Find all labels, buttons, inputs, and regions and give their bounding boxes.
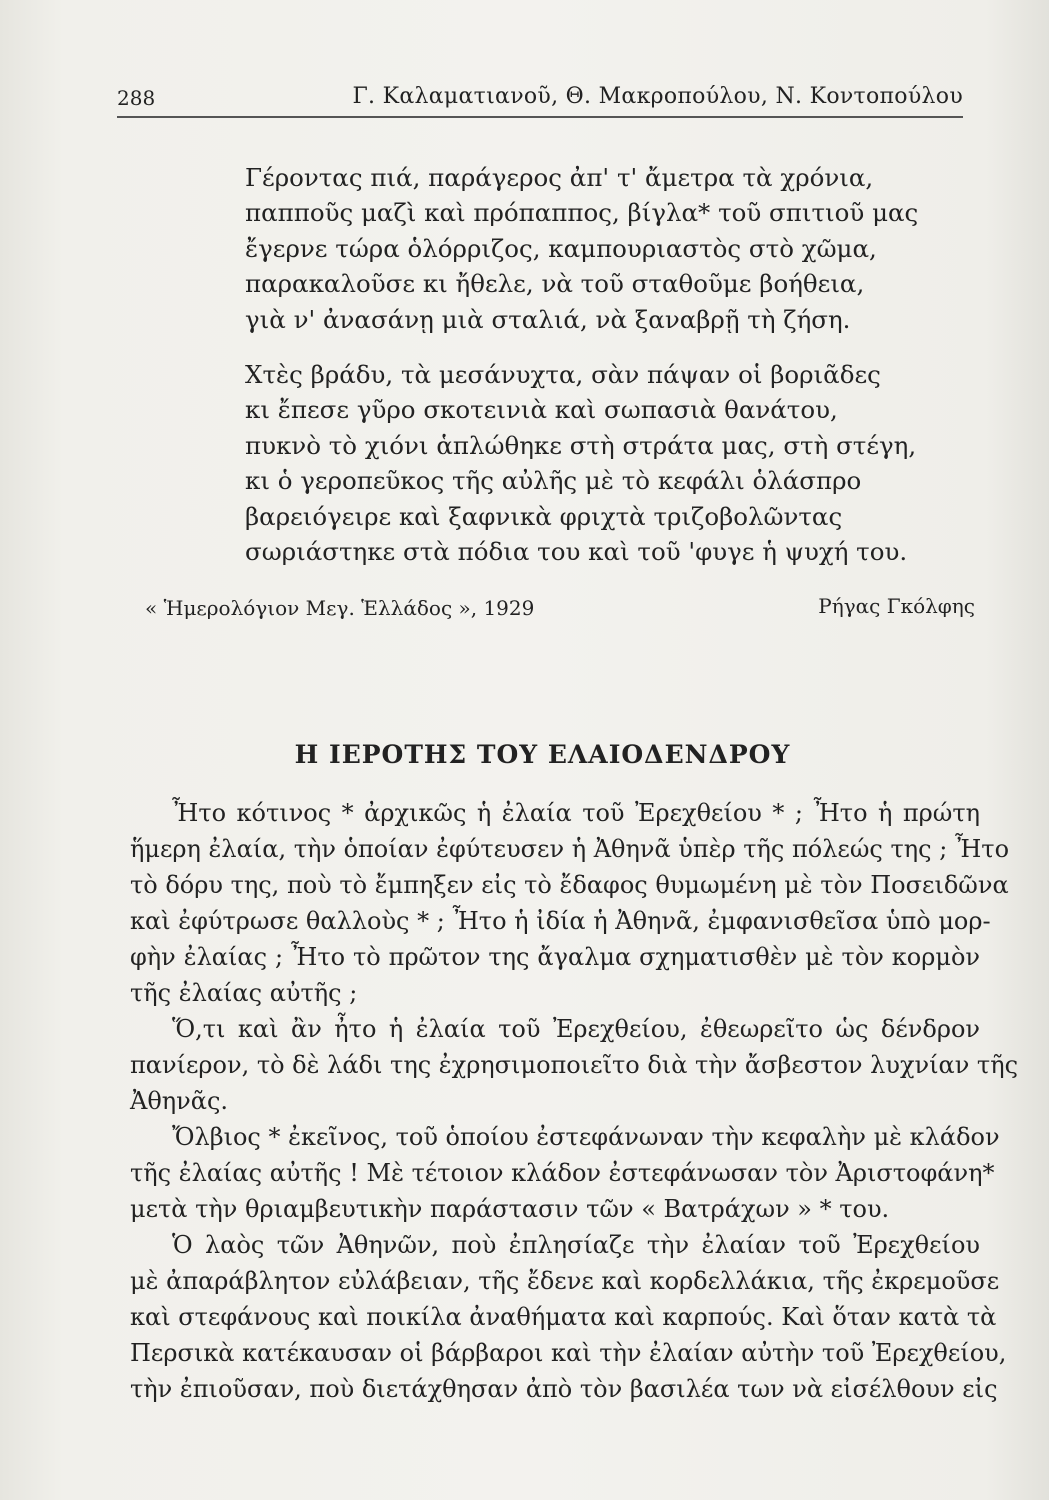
- text-line: τὸ δόρυ της, ποὺ τὸ ἔμπηξεν εἰς τὸ ἔδαφος θυμωμένη μὲ τὸν Ποσειδῶνα: [130, 871, 1009, 899]
- poem-line: παπποῦς μαζὶ καὶ πρόπαππος, βίγλα* τοῦ σπιτιοῦ μας: [245, 198, 919, 228]
- poem-author: Ρήγας Γκόλφης: [818, 594, 975, 618]
- text-line: Ὄλβιος * ἐκεῖνος, τοῦ ὁποίου ἐστεφάνωναν τὴν κεφαλὴν μὲ κλάδον: [172, 1123, 1000, 1151]
- article-body: [130, 795, 1019, 1407]
- text-line: μετὰ τὴν θριαμβευτικὴν παράστασιν τῶν « Βατράχων » * του.: [130, 1195, 890, 1223]
- poem-stanza-2: [245, 357, 965, 569]
- text-line: καὶ ἐφύτρωσε θαλλοὺς * ; Ἦτο ἡ ἰδία ἡ Ἀθηνᾶ, ἐμφανισθεῖσα ὑπὸ μορ-: [130, 907, 991, 935]
- text-line: καὶ στεφάνους καὶ ποικίλα ἀναθήματα καὶ καρπούς. Καὶ ὅταν κατὰ τὰ: [130, 1303, 997, 1331]
- text-line: πανίερον, τὸ δὲ λάδι της ἐχρησιμοποιεῖτο διὰ τὴν ἄσβεστον λυχνίαν τῆς: [130, 1051, 1019, 1079]
- poem-line: παρακαλοῦσε κι ἤθελε, νὰ τοῦ σταθοῦμε βοήθεια,: [245, 269, 865, 299]
- poem-line: κι ὁ γεροπεῦκος τῆς αὐλῆς μὲ τὸ κεφάλι ὁλάσπρο: [245, 466, 862, 496]
- poem-stanza-1: [245, 160, 965, 337]
- text-line: φὴν ἐλαίας ; Ἦτο τὸ πρῶτον της ἄγαλμα σχηματισθὲν μὲ τὸν κορμὸν: [130, 943, 980, 971]
- text-line: ἥμερη ἐλαία, τὴν ὁποίαν ἐφύτευσεν ἡ Ἀθηνᾶ ὑπὲρ τῆς πόλεώς της ; Ἦτο: [130, 835, 1010, 863]
- text-line: τὴν ἐπιοῦσαν, ποὺ διετάχθησαν ἀπὸ τὸν βασιλέα των νὰ εἰσέλθουν εἰς: [130, 1375, 998, 1403]
- text-line: Ἦτο κότινος * ἀρχικῶς ἡ ἐλαία τοῦ Ἐρεχθείου * ; Ἦτο ἡ πρώτη: [172, 799, 980, 827]
- text-line: τῆς ἐλαίας αὐτῆς ;: [130, 979, 358, 1007]
- poem-line: ἔγερνε τώρα ὁλόρριζος, καμπουριαστὸς στὸ χῶμα,: [245, 233, 877, 263]
- running-head-authors: Γ. Καλαματιανοῦ, Θ. Μακροπούλου, Ν. Κοντοπούλου: [352, 84, 963, 109]
- text-line: μὲ ἀπαράβλητον εὐλάβειαν, τῆς ἔδενε καὶ κορδελλάκια, τῆς ἐκρεμοῦσε: [130, 1267, 1000, 1295]
- poem-line: Γέροντας πιά, παράγερος ἀπ' τ' ἄμετρα τὰ χρόνια,: [245, 163, 874, 192]
- text-line: Ἀθηνᾶς.: [130, 1087, 229, 1115]
- poem-line: βαρειόγειρε καὶ ξαφνικὰ φριχτὰ τριζοβολῶντας: [245, 501, 843, 531]
- section-title: Η ΙΕΡΟΤΗΣ ΤΟΥ ΕΛΑΙΟΔΕΝΔΡΟΥ: [294, 740, 791, 769]
- poem: [245, 160, 965, 589]
- text-line: Περσικὰ κατέκαυσαν οἱ βάρβαροι καὶ τὴν ἐλαίαν αὐτὴν τοῦ Ἐρεχθείου,: [130, 1339, 1007, 1367]
- poem-line: κι ἔπεσε γῦρο σκοτεινιὰ καὶ σωπασιὰ θανάτου,: [245, 395, 838, 425]
- text-line: Ὅ,τι καὶ ἂν ἦτο ἡ ἐλαία τοῦ Ἐρεχθείου, ἐθεωρεῖτο ὡς δένδρον: [172, 1015, 980, 1043]
- poem-line: Χτὲς βράδυ, τὰ μεσάνυχτα, σὰν πάψαν οἱ βοριᾶδες: [245, 360, 881, 390]
- poem-source: « Ἡμερολόγιον Μεγ. Ἑλλάδος », 1929: [145, 596, 535, 620]
- text-line: Ὁ λαὸς τῶν Ἀθηνῶν, ποὺ ἐπλησίαζε τὴν ἐλαίαν τοῦ Ἐρεχθείου: [172, 1231, 980, 1259]
- page-number: 288: [117, 86, 156, 110]
- text-line: τῆς ἐλαίας αὐτῆς ! Μὲ τέτοιον κλάδον ἐστεφάνωσαν τὸν Ἀριστοφάνη*: [130, 1159, 995, 1187]
- poem-line: σωριάστηκε στὰ πόδια του καὶ τοῦ 'φυγε ἡ ψυχή του.: [245, 537, 908, 567]
- poem-line: γιὰ ν' ἀνασάνῃ μιὰ σταλιά, νὰ ξαναβρῇ τὴ ζήση.: [245, 304, 851, 334]
- page-header: [117, 80, 963, 118]
- poem-line: πυκνὸ τὸ χιόνι ἁπλώθηκε στὴ στράτα μας, στὴ στέγη,: [245, 430, 917, 460]
- poem-attribution: [145, 594, 975, 624]
